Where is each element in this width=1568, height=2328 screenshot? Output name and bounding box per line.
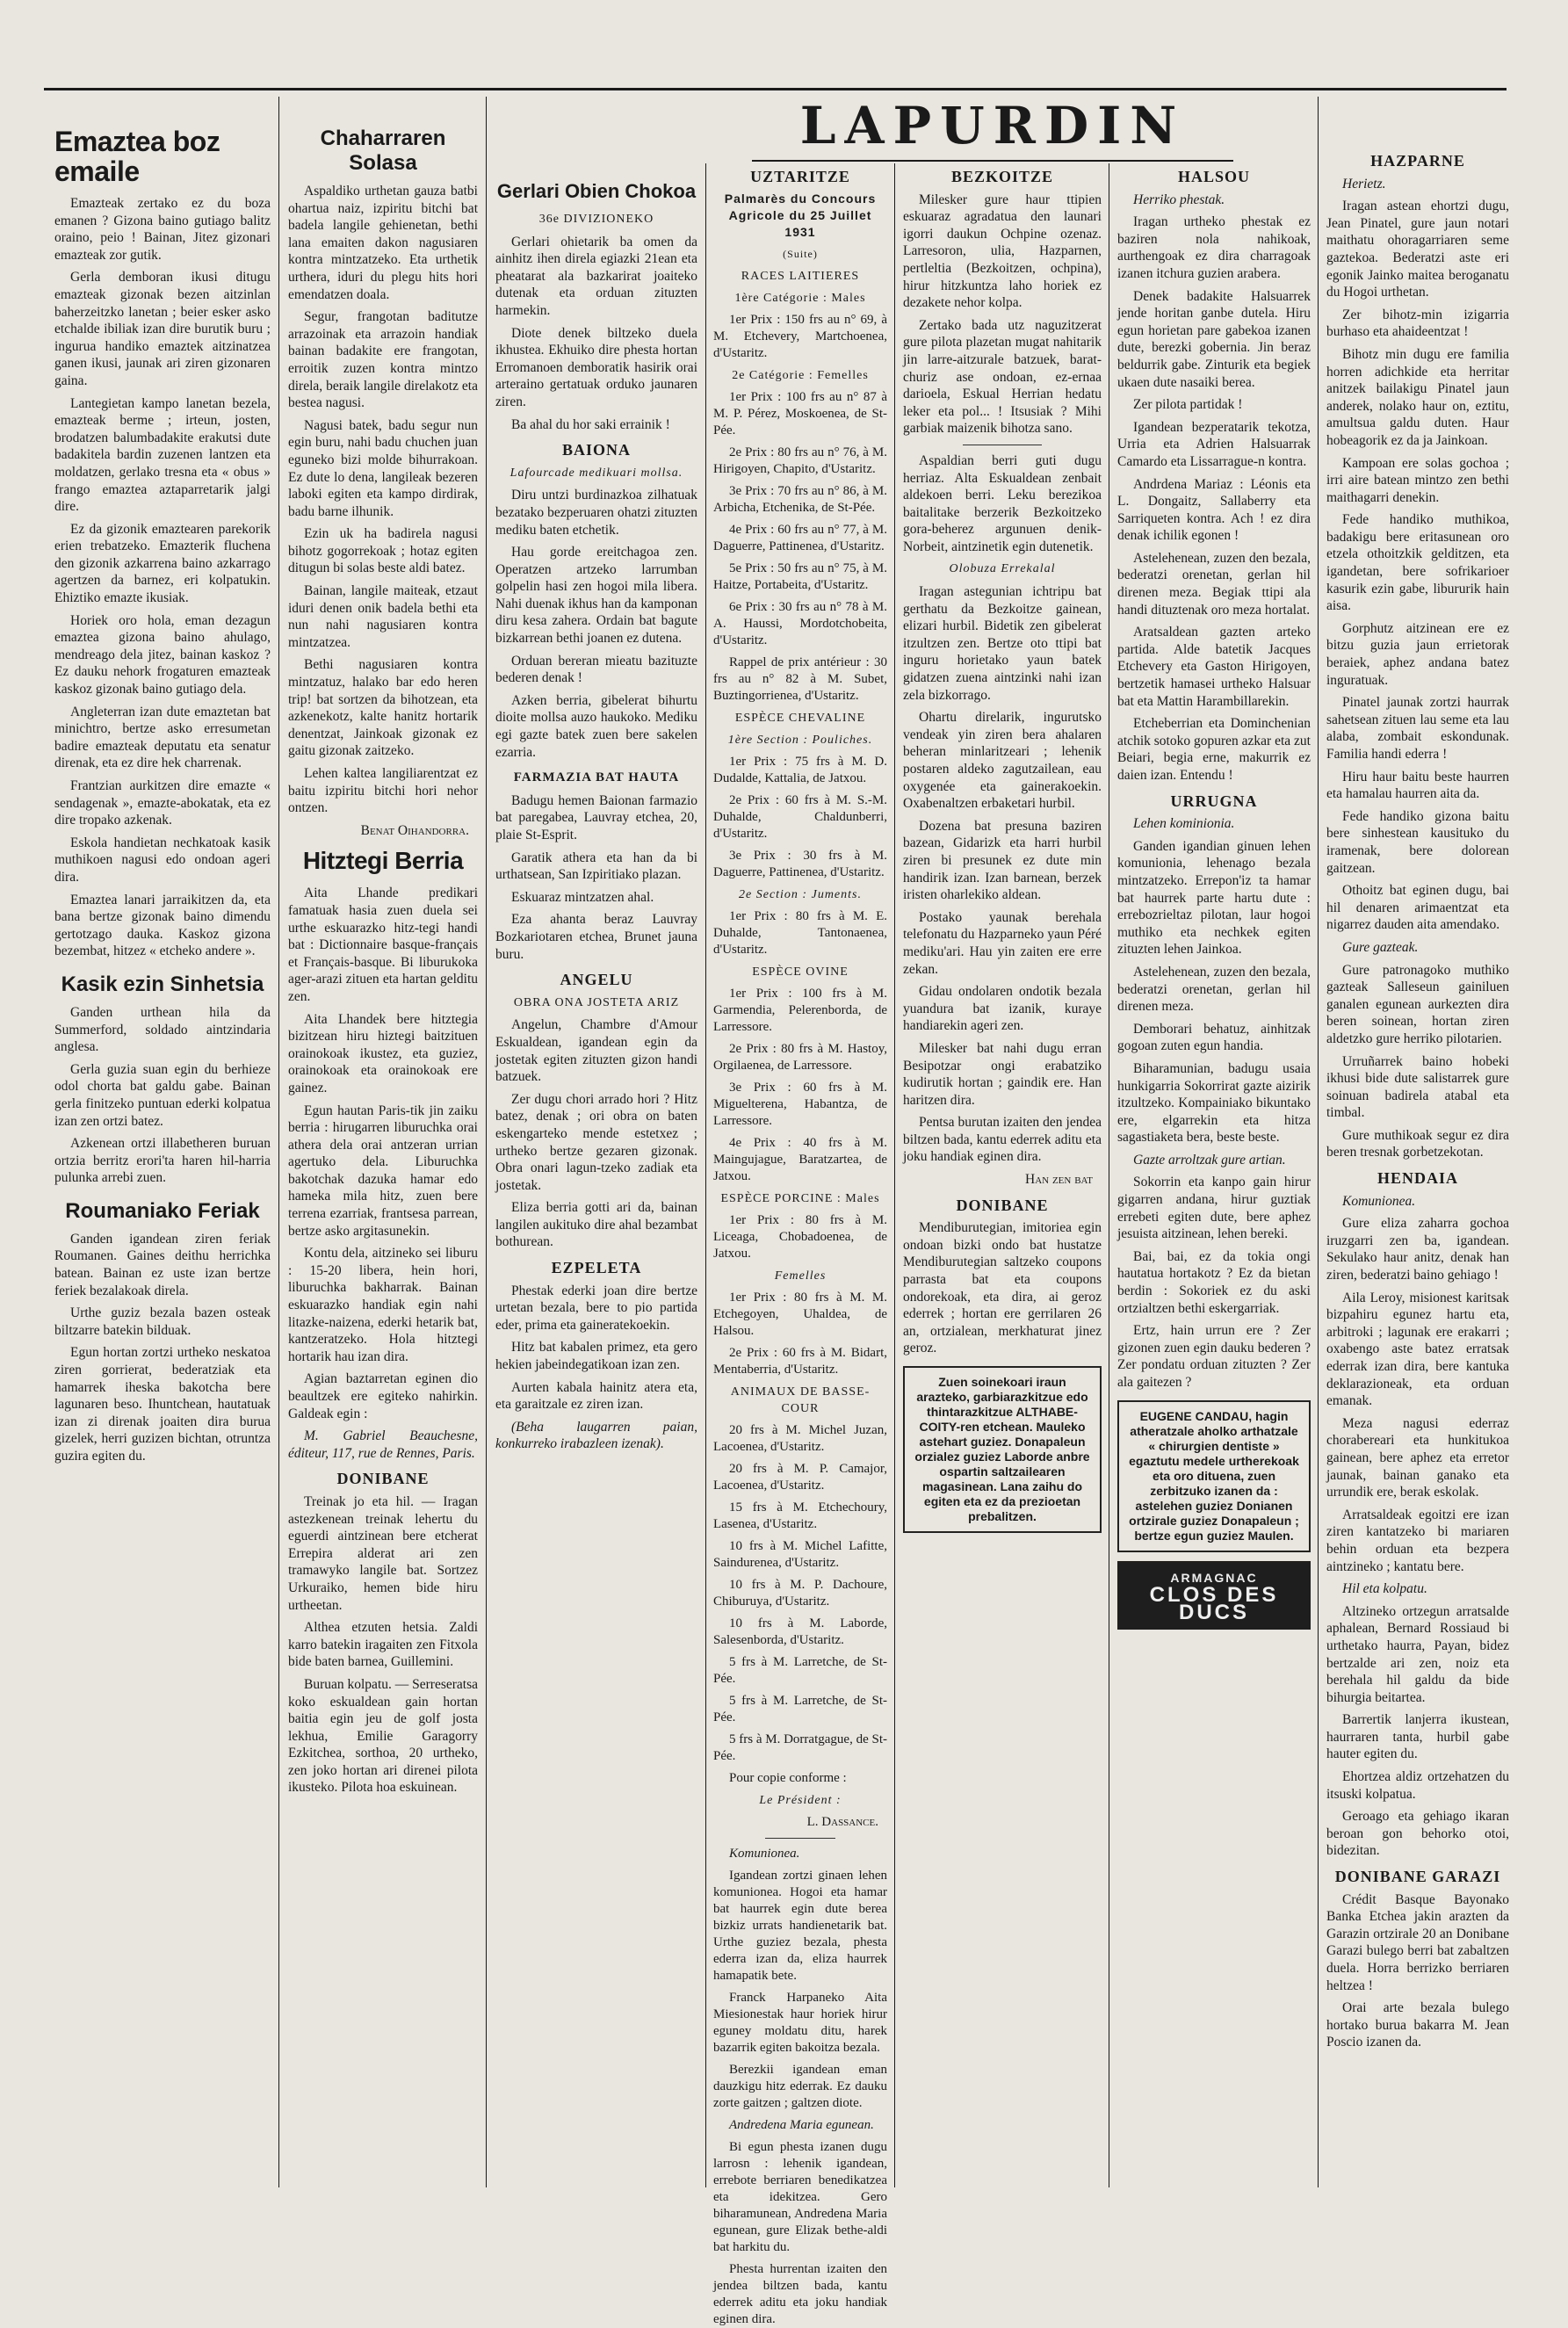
paragraph: Aratsaldean gazten arteko partida. Alde batetik Jacques Etchevery eta Gaston Hirigoyen, bertzetik hamasei urtheko Halsuar bat eta Mattin Harambillarekin. [1117,625,1311,709]
prize-line: 1er Prix : 100 frs au n° 87 à M. P. Pérez, Moskoenea, de St-Pée. [713,390,887,437]
paragraph: Aita Lhandek bere hitztegia bizitzean hiru hiztegi baitzituen orainokoak ikustez, eta guziez, orainokoak eta orainokoak ere gainez. [288,1011,478,1095]
column-divider-6 [1318,97,1319,2187]
prize-line: 1er Prix : 75 frs à M. D. Dudalde, Kattalia, de Jatxou. [713,755,887,785]
separator [765,1838,835,1839]
paragraph: Aspaldian berri guti dugu herriaz. Alta Eskualdean zenbait aldekoen berri. Leku berezikoa baitalitake berzerik Bezkoitzeko gora-beherez argunuen denik-Norbeit, aintzinetik egin dutenetik. [903,452,1102,554]
paragraph: Treinak jo eta hil. — Iragan astezkenean treinak lehertu du eguerdi aintzinean bere etcherat Errepira alderat ari zen tramawyko langile bat. Sortzez Urkuraiko, hemen bide hiru urtheetan. [288,1493,478,1613]
prize-line: Rappel de prix antérieur : 30 frs au n° 82 à M. Subet, Buztingorrienea, d'Ustaritz. [713,655,887,703]
section-title-urrugna: URRUGNA [1170,792,1258,810]
prize-line: 5 frs à M. Dorratgague, de St-Pée. [713,1732,887,1763]
address: M. Gabriel Beauchesne, éditeur, 117, rue de Rennes, Paris. [288,1428,478,1461]
paragraph: Horiek oro hola, eman dezagun emaztea gizona baino ahulago, mendreago dela jitez, bainan kaskoz ? Ez dauku nehork frogaturen emazteak kaskoz gizonak baino gutiago dela. [54,612,271,698]
column-divider-1 [278,97,279,2187]
paragraph: Aila Leroy, misionest karitsak bizpahiru egunez hartu eta, arbitroki ; lagunak ere erakarri ; oxabengo aste batez erratsak ederrak izan dira, bere kantuka deklarazioneak, eta orduan emanak. [1326,1290,1509,1409]
paragraph: Gure eliza zaharra gochoa iruzgarri zen ba, igandean. Sekulako haur anitz, denak han ziren, bederatzi baino gehiago ! [1326,1216,1509,1283]
column-divider-3 [705,163,706,2187]
paragraph: Azken berria, gibelerat bihurtu dioite mollsa auzo haukoko. Mediku egi gazte batek zuen bere sakelen ezarria. [495,692,697,760]
article-title-emaztea: Emaztea boz emaile [54,126,220,187]
column-divider-2 [486,97,487,2187]
category-heading: ESPÈCE OVINE [752,965,849,979]
paragraph: Bi egun phesta izanen dugu larrosn : lehenik igandean, errebote berriaren benedikatzea eta idekitzea. Gero biharamunean, Andredena Maria egunean, gure Elizak bethe-aldi bat harkitu du. [713,2140,887,2254]
paragraph: Biharamunian, badugu usaia hunkigarria Sokorrirat gazte aizirik itzultzeko. Kompainiako bikuntako ere, elgarrekin eta hitza sagastiaketa bera, beste beste. [1117,1060,1311,1146]
paragraph: Fede handiko gizona baitu bere sinhestean kausituko du iramenak, bere dolorean gaitzean. [1326,808,1509,876]
suite-label: (Suite) [783,248,818,260]
top-rule [44,88,1507,90]
paragraph: Fede handiko muthikoa, badakigu bere eritasunean oro etzela othoitzkik gelditzen, eta igandetan, bere sofrikarioer kasurik ezin gabe, libururik hain aisa. [1326,512,1509,614]
paragraph: Ez da gizonik emaztearen parekorik erien trebatzeko. Emazterik fluchena den gizonik azkarrena baino azkarrago agertzen da barnez, eri kolpatukin. Ehiztiko emazte ikusiak. [54,521,271,606]
prize-line: 20 frs à M. P. Camajor, Lacoenea, d'Ustaritz. [713,1462,887,1493]
paragraph: Iragan astean ehortzi dugu, Jean Pinatel, gure jaun notari maithatu ohoragarriaren seme gaztekoa. Bederatzi aste eri egonik Jainko maitea beroganatu du Hogoi urthetan. [1326,199,1509,300]
paragraph: Meza nagusi ederraz chorabereari eta hunkitukoa gainean, bere aphez eta erretor jaunak, bainan ganako eta urrundik ere, berak eskolak. [1326,1415,1509,1500]
paragraph: Berezkii igandean eman dauzkigu hitz ederrak. Ez dauku zorte gaitzen ; galtzen diote. [713,2063,887,2110]
paragraph: Denek badakite Halsuarrek jende horitan ganbe dutela. Hiru egun horietan pare gabekoa izanen dute, berezki gobernia. Jin beraz beldurrik gabe. Zinturik eta begiek ukaen dute nasaiki berea. [1117,288,1311,390]
paragraph: Ezin uk ha badirela nagusi bihotz gogorrekoak ; hotaz egiten ditugun bi solas beste aldi batez. [288,526,478,576]
category-heading: RACES LAITIERES [741,270,860,283]
paragraph: Diru untzi burdinazkoa zilhatuak bezatako bezperuaren ohatzi zituzten mediku baten etchetik. [495,488,697,538]
prize-line: 5e Prix : 50 frs au n° 75, à M. Haitze, Portabeita, d'Ustaritz. [713,561,887,592]
masthead-bottom-rule [752,160,1233,162]
paragraph: Etcheberrian eta Dominchenian atchik sotoko gopuren azkar eta zut Beiari, begia erne, makurrik ez daien izan. Entendu ! [1117,716,1311,783]
paragraph: Kampoan ere solas gochoa ; irri aire batean mintzo zen bethi maithagarri denekin. [1326,455,1509,505]
section-title-donibane-garazi: DONIBANE GARAZI [1334,1868,1501,1886]
advertisement-candau: EUGENE CANDAU, hagin atheratzale aholko arthatzale « chirurgien dentiste » egaztutu medele urtherekoak eta oro dituena, zuen zerbitzuko izanen da : astelehen guziez Donianen ortzirale guziez Donapaleun ; bertze egun guziez Maulen. [1117,1400,1311,1552]
subheading: OBRA ONA JOSTETA ARIZ [513,995,680,1009]
category-label: 2e Catégorie : Femelles [732,369,869,382]
paragraph: Garatik athera eta han da bi urthatsean, San Izpiritiako plazan. [495,850,697,883]
paragraph: Urthe guziz bezala bazen osteak biltzarre batekin bilduak. [54,1305,271,1338]
paragraph-heading: Komunionea. [1342,1193,1416,1209]
paragraph: Iragan urtheko phestak ez baziren nola nahikoak, aurthengoak ez dira charragoak izanen itchura guzien arabera. [1117,214,1311,281]
subheading: Lafourcade medikuari mollsa. [509,466,683,480]
advertisement-althabe: Zuen soinekoari iraun arazteko, garbiarazkitzue edo thintarazkitzue ALTHABE-COITY-ren etchean. Mauleko astehart guziez. Donapaleun orzialez guziez Laborde anbre ospartin saltzailearen magasinean. Lana zaihu do egiten eta ez da prezioetan prebalitzen. [903,1366,1102,1533]
paragraph: Milesker bat nahi dugu erran Besipotzar ongi erabatziko kudirutik hortan ; gaindik ere. Han haritzen dira. [903,1040,1102,1108]
paragraph: Zertako bada utz naguzitzerat gure pilota plazetan mugat nahitarik jin larre-aitzurale batzuek, barat-churiz ase ondoan, ez-ernaa darioela, Eskual Herrian hedatu leker eta pol... ! Itsusiak ? Mihi garbiak maizenik bihotza sano. [903,317,1102,437]
category-label: 1ère Section : Pouliches. [727,734,873,747]
prize-line: 1er Prix : 80 frs à M. M. Etchegoyen, Uhaldea, de Halsou. [713,1291,887,1338]
section-title-donibane-2: DONIBANE [956,1196,1049,1214]
section-title-ezpeleta: EZPELETA [551,1259,642,1277]
paragraph: Azkenean ortzi illabetheren buruan ortzia berritz erori'ta haren hil-harria pulunka arrebi zuen. [54,1136,271,1186]
paragraph: Gure patronagoko muthiko gazteak Salleseun gainiluen ganalen egunean aurkezten dira beren soinean, hortan ziren aldetzko gure herriko pilotarien. [1326,962,1509,1046]
prize-line: 2e Prix : 80 frs au n° 76, à M. Hirigoyen, Chapito, d'Ustaritz. [713,445,887,476]
category-label: 2e Section : Juments. [739,888,862,901]
paragraph: Gerla demboran ikusi ditugu emazteak gizonak bezen aitzinlan baherzeitzko lanetan ; beier esker asko etchalde ibiliak izan dire burutik buru ; ingurua handiko emaztek aitzinatzea ganen ikusi, jaunak ari ziren gizonaren gaina. [54,270,271,388]
paragraph: Pinatel jaunak zortzi haurrak sahetsean zituen lau seme eta lau alaba, zombait eskondunak. Familia handi ederra ! [1326,695,1509,762]
paragraph: Pentsa burutan izaiten den jendea biltzen bada, kantu ederrek aditu eta joku handiak eginen dira. [903,1115,1102,1165]
prize-line: 4e Prix : 60 frs au n° 77, à M. Daguerre, Pattinenea, d'Ustaritz. [713,523,887,553]
paragraph: Ohartu direlarik, ingurutsko vendeak yin ziren bera ahalaren beheran minlaritzeari ; lehenik postaren aldeko zagutzailean, eau oxygenée eta gainerakoekin. Oxabenaltzen erbaketari hurbil. [903,710,1102,812]
paragraph: Mendiburutegian, imitoriea egin ondoan bizki ondo bat hustatze Mendiburutegian saltzeko coupons parrasta bat eta coupons ondorekoak, eta dira, ai geroz ederrek ; hortan ere gerrilaren 26 an, ortzialean, merkhaturat jinez geroz. [903,1220,1102,1356]
paragraph: Eza ahanta beraz Lauvray Bozkariotaren etchea, Brunet jauna buru. [495,912,697,962]
note: (Beha laugarren paian, konkurreko irabazleen izenak). [495,1419,697,1452]
paragraph: Demborari behatuz, ainhitzak gogoan zuten egun handia. [1117,1021,1311,1054]
paragraph: Astelehenean, zuzen den bezala, bederatzi orenetan, gerlan hil direnen meza. Begiak ttipi ala handi dituztenak oro meza hortalat. [1117,550,1311,618]
column-1 [54,123,271,2179]
column-6 [1117,167,1311,2179]
category-heading: ESPÈCE CHEVALINE [734,712,866,725]
paragraph: Orduan bereran mieatu bazituzte bederen denak ! [495,653,697,686]
paragraph: Aita Lhande predikari famatuak hasia zuen duela sei urthe eskuarazko hitz-tegi handi bat : Dictionnaire basque-français et Français-basque. Bi liburukoka ager-arazi zituen eta hartan gelditu zen. [288,886,478,1004]
paragraph: Othoitz bat eginen dugu, bai hil denaren arimaentzat eta nigarrez dauden aita amendako. [1326,883,1509,933]
paragraph: Ganden urthean hila da Summerford, soldado aintzindaria anglesa. [54,1004,271,1055]
advertisement-armagnac [1117,1561,1311,1630]
paragraph: Frantzian aurkitzen dire emazte « sendagenak », emazte-abokatak, eta ez dire tropako azkenak. [54,778,271,828]
paragraph: Bethi nagusiaren kontra mintzatuz, halako bar edo heren trip! bat sortzen da bihotzean, eta azkenekotz, kalte hanitz hortarik denentzat, Jainkoak gizonak ez gaitu gizonak zaitzeko. [288,657,478,759]
paragraph: Sokorrin eta kanpo gain hirur gigarren andana, hirur guztiak errebeti egiten dute, bere aphez jesuista aitzinean, lehen bereki. [1117,1175,1311,1242]
paragraph: Buruan kolpatu. — Serreseratsa koko eskualdean gain hortan baitia egin jeu de golf josta lekhua, Emilie Garagorry Ezkitchea, sorthoa, 20 urtheko, zen joko hortan ari direnei pilota ikusteko. Pilota hoa eskuinean. [288,1676,478,1796]
signature: L. Dassance. [806,1815,878,1829]
paragraph: Crédit Basque Bayonako Banka Etchea jakin arazten da Garazin ortzirale 20 an Donibane Garazi bulego berri bat zabaltzen duela. Horra berrizko berriaren heltzea ! [1326,1891,1509,1993]
category-label: Femelles [774,1269,827,1283]
article-title-gerlari: Gerlari Obien Chokoa [496,180,697,202]
paragraph: Agian baztarretan eginen dio beaultzek ere egiteko nahirkin. Galdeak egin : [288,1371,478,1421]
paragraph: Emazteak zertako ez du boza emanen ? Gizona baino gutiago balitz oraino, peio ! Bainan, Jitez gizonari emazteak zor gutik. [54,196,271,263]
paragraph-heading: Komunionea. [729,1847,800,1861]
paragraph: Nagusi batek, badu segur nun egin buru, nahi badu chuchen juan eguneko bizi molde bihurrakoan. Ez dute lo dena, langileak bezeren laboki egiten eta kampo dirdirak, badu barne ilhunik. [288,417,478,519]
prize-line: 5 frs à M. Larretche, de St-Pée. [713,1694,887,1724]
paragraph: Phesta hurrentan izaiten den jendea biltzen bada, kantu ederrek aditu eta joku handiak eginen dira. [713,2262,887,2326]
paragraph: Bainan, langile maiteak, etzaut iduri denen onik badela bethi eta nun nahi nagusiaren kontra mintzatzea. [288,583,478,650]
paragraph: Hitz bat kabalen primez, eta gero hekien jabeindegatikoan izan zen. [495,1340,697,1373]
paragraph: Emaztea lanari jarraikitzen da, eta bana bertze gizonak baino dimendu gertotzago dauka. Kaskoz gizona bezembat, hitzez « etcheko andere ». [54,892,271,959]
paragraph: Gidau ondolaren ondotik bezala yuandura bat izanik, kuraye handiarekin ageri zen. [903,984,1102,1034]
paragraph: Urruñarrek baino hobeki ikhusi bide dute salistarrek gure soinuan badirela atabal eta timbal. [1326,1053,1509,1121]
paragraph: Egun hortan zortzi urtheko neskatoa ziren gorrierat, bederatziak eta hamarrek iheska bakotcha bere lagunaren beso. Ihuntchean, hautatuak izan zi direnak joaiten dira burua gizelek, herri guzizen bichtan, otruntza guzira egiten du. [54,1345,271,1464]
prize-line: 2e Prix : 60 frs à M. S.-M. Duhalde, Chaldunberri, d'Ustaritz. [713,793,887,841]
prize-line: 20 frs à M. Michel Juzan, Lacoenea, d'Ustaritz. [713,1423,887,1454]
column-7 [1326,123,1509,2179]
paragraph: Andrdena Mariaz : Léonis eta L. Dongaitz, Sallaberry eta Sarriqueten kontra. Ach ! ez dira denak ichilik egonen ! [1117,476,1311,544]
paragraph: Altzineko ortzegun arratsalde aphalean, Bernard Rossiaud bi urthetako haurra, Payan, bidez bertzalde ari zen, noiz eta berehala hil galdu da bide bihurgia beitartea. [1326,1603,1509,1705]
paragraph: Phestak ederki joan dire bertze urtetan bezala, bere to pio partida eder, prima eta gaineratekoekin. [495,1283,697,1333]
paragraph: Angleterran izan dute emaztetan bat minichtro, bertze asko erresumetan badire emazteak deputatu eta senatur direnak, eta ez dire hek charrenak. [54,704,271,771]
article-title-kasik: Kasik ezin Sinhetsia [61,972,264,996]
prize-line: 6e Prix : 30 frs au n° 78 à M. A. Haussi, Mordotchobeita, d'Ustaritz. [713,600,887,647]
prize-line: 2e Prix : 80 frs à M. Hastoy, Orgilaenea, de Larressore. [713,1042,887,1073]
paragraph: Ehortzea aldiz ortzehatzen du itsuski kolpatua. [1326,1769,1509,1802]
section-title-farmazia: FARMAZIA BAT HAUTA [513,770,680,785]
article-title-chaharraren: Chaharraren Solasa [320,127,446,175]
paragraph: Ganden igandian ginuen lehen komunionia, lehenago bezala mintzatzeko. Errepon'iz ta hamar bat haurrek parte hartu dute : errebozrieltaz pilotan, laur hogoi muthiko eta nechkek egiten zituzten lehen Jainkoa. [1117,838,1311,958]
paragraph: Geroago eta gehiago ikaran beroan gon behorko otoi, bidezitan. [1326,1809,1509,1859]
prize-line: 15 frs à M. Etchechoury, Lasenea, d'Ustaritz. [713,1500,887,1531]
subheading: 36e DIVIZIONEKO [538,213,654,226]
paragraph: Milesker gure haur ttipien eskuaraz agradatua den launari igorri daukun Ochpine ozenaz. Larresoron, ulia, Hazparnen, pertleltia (Bezkoitzen, ochpina), hirur hitzkuntza laho horiek ez dezakete nehor kolpa. [903,192,1102,311]
paragraph-heading: Herietz. [1342,176,1386,192]
prize-line: 5 frs à M. Larretche, de St-Pée. [713,1655,887,1686]
paragraph: Segur, frangotan baditutze arrazoinak eta arrazoin handiak bainan badakite ere frangotan, erroitik zuzen kontra mintzo direla, beraik langile direlakotz eta bestea nagusi. [288,309,478,411]
subheading: Palmarès du Concours Agricole du 25 Juillet 1931 [724,192,877,239]
prize-line: 3e Prix : 30 frs à M. Daguerre, Pattinenea, d'Ustaritz. [713,849,887,879]
category-heading: ANIMAUX DE BASSE-COUR [730,1385,871,1415]
section-title-hendaia: HENDAIA [1377,1169,1458,1188]
paragraph: Dozena bat presuna baziren bazean, Gidarizk eta harri hurbil ziren bi presunek ez dute min handirik izan. Izan barnean, berzek iristen oharlekiko aldean. [903,818,1102,903]
prize-line: 3e Prix : 70 frs au n° 86, à M. Arbicha, Etchenika, de St-Pée. [713,484,887,515]
paragraph: Ba ahal du hor saki errainik ! [511,416,670,432]
paragraph: Eskuaraz mintzatzen ahal. [511,889,654,905]
section-title-angelu: ANGELU [560,971,633,989]
prize-line: 3e Prix : 60 frs à M. Miguelterena, Habantza, de Larressore. [713,1081,887,1128]
paragraph: Postako yaunak berehala telefonatu du Hazparneko yaun Péré mediku'ari. Hau yin zaiten ere erre zekan. [903,909,1102,977]
paragraph: Igandean zortzi ginaen lehen komunionea. Hogoi eta hamar bat haurrek egin dute berea bizkiz urrats handienetarik bat. Urthe guziez bezala, phesta ederra izan da, eliza haurrek hamapatik bete. [713,1869,887,1983]
column-4 [713,167,887,2326]
prize-line: 1er Prix : 80 frs à M. Liceaga, Chobadoenea, de Jatxou. [713,1213,887,1261]
paragraph: Althea etzuten hetsia. Zaldi karro batekin iragaiten zen Fitxola bide baten barnea, Guillemini. [288,1620,478,1670]
paragraph: Bihotz min dugu ere familia horren adichkide eta herritar anitzek bailakigu Pinatel jaun anderek, nolako haur on, eztitu, amultsua galdu duten. Haur hobeagorik ez da ja Jainkoan. [1326,346,1509,448]
paragraph: Kontu dela, aitzineko sei liburu : 15-20 libera, hein hori, liburuchka bakharrak. Bainan eskuarazko handiak egin nahi litazke-naizena, ederki hetarik bat, kantzeratzeko. Hola hitztegi hortarik hau izan dira. [288,1246,478,1364]
section-title-uztaritze: UZTARITZE [750,168,850,185]
prize-line: 10 frs à M. P. Dachoure, Chiburuya, d'Ustaritz. [713,1578,887,1609]
paragraph: Gure muthikoak segur ez dira beren tresnak gorbetzekotan. [1326,1127,1509,1160]
paragraph: Zer dugu chori arrado hori ? Hitz batez, denak ; ori obra on baten eskengarteko mende estetxez ; urtheko bertze gezaren gizonak. Obra onari lagun-tzeko zadiak eta jostetak. [495,1091,697,1193]
prize-line: Pour copie conforme : [729,1771,847,1785]
paragraph: Ertz, hain urrun ere ? Zer gizonen zuen egin dauku bederen ? Zer pondatu orduan zituzten ? Zer ala gaitezen ? [1117,1323,1311,1390]
paragraph: Barrertik lanjerra ikustean, haurraren tanta, hurbil gabe hauter egiten du. [1326,1712,1509,1762]
paragraph: Gerlari ohietarik ba omen da ainhitz ihen direla egiazki 21ean eta pheatarat ala bazkarirat joaiteko dutenak eta orduan zituzten harmekin. [495,234,697,318]
paragraph: Lehen kaltea langiliarentzat ez baitu izpiritu bitchi hori nehor ontzen. [288,766,478,816]
prize-line: 1er Prix : 100 frs à M. Garmendia, Pelerenborda, de Larressore. [713,987,887,1034]
paragraph: Lantegietan kampo lanetan bezela, emazteak berme ; irteun, josten, brodatzen balumbadakite erakutsi dute badakitela bardin zuzenen lantzen eta moldatzen, gerlako tresna eta « obus » frango emaztea aztaparretarik jalgi dire. [54,395,271,515]
paragraph-heading: Herriko phestak. [1133,192,1225,207]
paragraph: Arratsaldeak egoitzi ere izan ziren kantatzeko bi mariaren behin orduan eta bezpera aintzineko ; kantatu bere. [1326,1507,1509,1574]
column-5 [903,167,1102,2179]
prize-line: 2e Prix : 60 frs à M. Bidart, Mentaberria, d'Ustaritz. [713,1346,887,1377]
paragraph-heading: Lehen kominionia. [1133,816,1235,832]
column-divider-4 [894,163,895,2187]
section-title-donibane: DONIBANE [336,1470,430,1488]
paragraph: Badugu hemen Baionan farmazio bat paregabea, Lauvray etchea, 20, plaie St-Esprit. [495,792,697,842]
prize-line: 10 frs à M. Michel Lafitte, Saindurenea, d'Ustaritz. [713,1539,887,1570]
paragraph: Eliza berria gotti ari da, bainan langilen aukituko dire ahal bezambat bothurean. [495,1200,697,1250]
paragraph: Angelun, Chambre d'Amour Eskualdean, igandean egin da jostetak egiten zituzten gizon handi batzuek. [495,1017,697,1085]
masthead: LAPURDIN [799,96,1186,155]
column-3 [495,167,697,2179]
paragraph: Zer pilota partidak ! [1133,397,1243,413]
paragraph: Aspaldiko urthetan gauza batbi ohartua naiz, izpiritu bitchi bat badela langile gehienetan, bethi lana emaiten dakon nagusiaren kontra mintzatzeko. Eta urthetik urthera, iduri du plegu hits hori emendatzen doala. [288,184,478,302]
paragraph: Orai arte bezala bulego hortako burua bakarra M. Jean Poscio izanen da. [1326,2000,1509,2050]
section-title-halsou: HALSOU [1177,168,1251,185]
paragraph: Egun hautan Paris-tik jin zaiku berria : hirugarren liburuchka orai athera dela orai antzeran urrian agertuko dela. Liburuchka bakotchak dazuka hamar edo hameka mila hitz, zuen bere terrena ezarriak, frantsesa parrean, bertze asko argitasunekin. [288,1103,478,1239]
paragraph: Igandean bezperatarik tekotza, Urria eta Adrien Halsuarrak Camardo eta Lissarrague-n kontra. [1117,419,1311,469]
paragraph: Diote denek biltzeko duela ikhustea. Ekhuiko dire phesta hortan Erromanoen demboratik hasirik orai arteraino gertatuak orduko jaunaren ziren. [495,325,697,409]
column-2 [288,123,478,2179]
paragraph: Eskola handietan nechkatoak kasik muthikoen nagusi edo ondoan ageri dira. [54,835,271,885]
article-title-roumaniako: Roumaniako Feriak [65,1198,260,1223]
signature: Benat Oihandorra. [360,822,469,838]
paragraph: Hau gorde ereitchagoa zen. Operatzen artzeko larrumban golpelin hasi zen hogoi mila libera. Nahi duenak ikhus han da kamponan diru kesa zahera. Ordain bat bagute bizkarrean bethi joanen ez dutena. [495,545,697,647]
prize-line: 1er Prix : 150 frs au n° 69, à M. Etchevery, Martchoenea, d'Ustaritz. [713,313,887,360]
section-title-bezkoitze: BEZKOITZE [950,168,1054,185]
prize-line: 10 frs à M. Laborde, Salesenborda, d'Ustaritz. [713,1616,887,1647]
category-heading: ESPÈCE PORCINE : Males [720,1192,880,1205]
paragraph-heading: Hil eta kolpatu. [1342,1581,1427,1597]
subheading: Olobuza Errekalal [949,562,1056,576]
category-label: 1ère Catégorie : Males [734,292,866,305]
paragraph: Aurten kabala hainitz atera eta, eta garaitzale ez ziren izan. [495,1379,697,1413]
president-label: Le Président : [759,1794,842,1807]
section-title-hazparne: HAZPARNE [1370,152,1465,170]
paragraph-heading: Andredena Maria egunean. [729,2118,874,2132]
paragraph: Bai, bai, ez da tokia ongi hautatua hortakotz ? Ez da bietan berdin : Sokoriek ez du aski ortzialtzen bethi eskergarriak. [1117,1248,1311,1316]
armagnac-label: ARMAGNAC [1170,1570,1258,1585]
signature: Han zen bat [1025,1172,1093,1188]
paragraph: Zer bihotz-min izigarria burhaso eta ahaideentzat ! [1326,307,1509,340]
paragraph-heading: Gazte arroltzak gure artian. [1133,1152,1286,1168]
paragraph: Franck Harpaneko Aita Miesionestak haur horiek hirur eguney moldatu ditu, harek bazarrik egiten bakoitza bezala. [713,1991,887,2055]
paragraph: Astelehenean, zuzen den bezala, bederatzi orenetan, gerlan hil direnen meza. [1117,964,1311,1015]
paragraph: Gorphutz aitzinean ere ez bitzu guzia jaun errietorak beraiek, aphez andana batez inguratuak. [1326,620,1509,688]
paragraph: Ganden igandean ziren feriak Roumanen. Gaines deithu herrichka batean. Bainan ez uste izan bertze feriek bezalakoak direla. [54,1231,271,1298]
section-title-baiona: BAIONA [561,441,631,459]
clos-des-ducs-label: CLOS DES DUCS [1149,1583,1279,1624]
prize-line: 1er Prix : 80 frs à M. E. Duhalde, Tantonaenea, d'Ustaritz. [713,909,887,957]
article-title-hitztegi: Hitztegi Berria [302,847,464,875]
paragraph: Gerla guzia suan egin du berhieze odol chorta bat galdu gabe. Bainan gerla finitzeko puntuan ederki kolpatua izan zen ortzi batez. [54,1061,271,1129]
prize-line: 4e Prix : 40 frs à M. Maingujague, Baratzartea, de Jatxou. [713,1136,887,1183]
paragraph: Hiru haur baitu beste haurren eta hamalau haurren aita da. [1326,769,1509,802]
paragraph-heading: Gure gazteak. [1342,939,1419,955]
paragraph: Iragan astegunian ichtripu bat gerthatu da Bezkoitze gainean, elizari hurbil. Bidetik zen gibelerat itzultzen zen. Bertze oto ttipi bat inguru horietako yaun batek gidatzen zuena aintzinki nahi izan zela bizkorrago. [903,584,1102,703]
